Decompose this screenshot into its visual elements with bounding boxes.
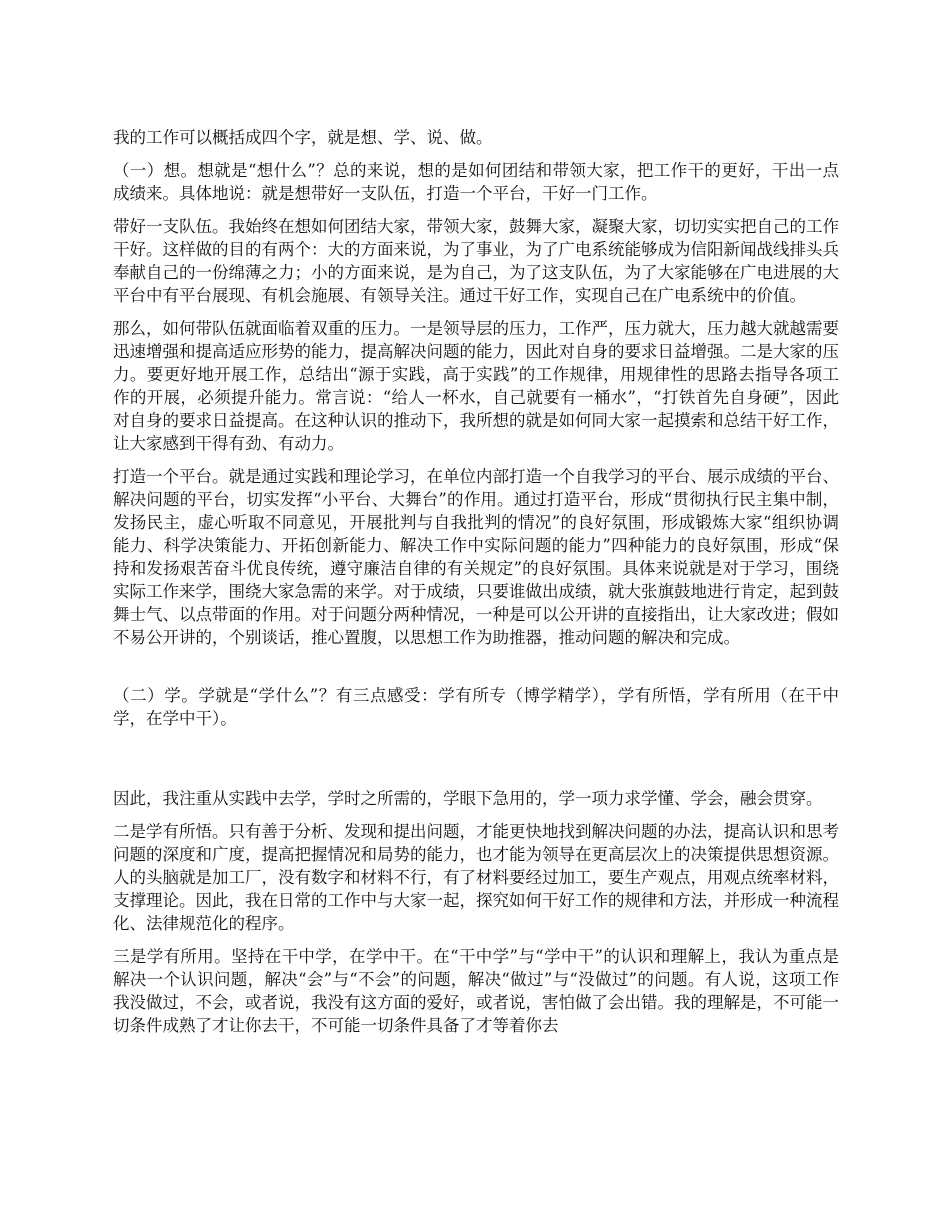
- paragraph-pressure: 那么，如何带队伍就面临着双重的压力。一是领导层的压力，工作严，压力就大，压力越大就越需要迅速增强和提高适应形势的能力，提高解决问题的能力，因此对自身的要求日益增强。二是大家的压力。要更好地开展工作，总结出“源于实践，高于实践”的工作规律，用规律性的思路去指导各项工作的开展，必须提升能力。常言说：“给人一杯水，自己就要有一桶水”，“打铁首先自身硬”，因此对自身的要求日益提高。在这种认识的推动下，我所想的就是如何同大家一起摸索和总结干好工作，让大家感到干得有劲、有动力。: [113, 319, 839, 453]
- document-body: [113, 126, 839, 1047]
- paragraph-section-learn: （二）学。学就是“学什么”？有三点感受：学有所专（博学精学），学有所悟，学有所用（在干中学，在学中干）。: [113, 686, 839, 728]
- paragraph-learn-practice: 因此，我注重从实践中去学，学时之所需的，学眼下急用的，学一项力求学懂、学会，融会贯穿。: [113, 789, 823, 808]
- paragraph-lead-team: 带好一支队伍。我始终在想如何团结大家，带领大家，鼓舞大家，凝聚大家，切切实实把自己的工作干好。这样做的目的有两个：大的方面来说，为了事业，为了广电系统能够成为信阳新闻战线排头兵奉献自己的一份绵薄之力；小的方面来说，是为自己，为了这支队伍，为了大家能够在广电进展的大平台中有平台展现、有机会施展、有领导关注。通过干好工作，实现自己在广电系统中的价值。: [113, 217, 839, 305]
- paragraph-learn-apply: 三是学有所用。坚持在干中学，在学中干。在“干中学”与“学中干”的认识和理解上，我认为重点是解决一个认识问题，解决“会”与“不会”的问题，解决“做过”与“没做过”的问题。有人说，这项工作我没做过，不会，或者说，我没有这方面的爱好，或者说，害怕做了会出错。我的理解是，不可能一切条件成熟了才让你去干，不可能一切条件具备了才等着你去: [113, 947, 839, 1035]
- paragraph-intro: 我的工作可以概括成四个字，就是想、学、说、做。: [113, 128, 493, 147]
- paragraph-section-think: （一）想。想就是“想什么”？总的来说，想的是如何团结和带领大家，把工作干的更好，干出一点成绩来。具体地说：就是想带好一支队伍，打造一个平台，干好一门工作。: [113, 161, 839, 203]
- paragraph-build-platform: 打造一个平台。就是通过实践和理论学习，在单位内部打造一个自我学习的平台、展示成绩的平台、解决问题的平台，切实发挥“小平台、大舞台”的作用。通过打造平台，形成“贯彻执行民主集中制，发扬民主，虚心听取不同意见，开展批判与自我批判的情况”的良好氛围，形成锻炼大家“组织协调能力、科学决策能力、开拓创新能力、解决工作中实际问题的能力”四种能力的良好氛围，形成“保持和发扬艰苦奋斗优良传统，遵守廉洁自律的有关规定”的良好氛围。具体来说就是对于学习，围绕实际工作来学，围绕大家急需的来学。对于成绩，只要谁做出成绩，就大张旗鼓地进行肯定，起到鼓舞士气、以点带面的作用。对于问题分两种情况，一种是可以公开讲的直接指出，让大家改进；假如不易公开讲的，个别谈话，推心置腹，以思想工作为助推器，推动问题的解决和完成。: [113, 467, 839, 647]
- paragraph-learn-insight: 二是学有所悟。只有善于分析、发现和提出问题，才能更快地找到解决问题的办法，提高认识和思考问题的深度和广度，提高把握情况和局势的能力，也才能为领导在更高层次上的决策提供思想资源。人的头脑就是加工厂，没有数字和材料不行，有了材料要经过加工，要生产观点，用观点统率材料，支撑理论。因此，我在日常的工作中与大家一起，探究如何干好工作的规律和方法，并形成一种流程化、法律规范化的程序。: [113, 822, 839, 933]
